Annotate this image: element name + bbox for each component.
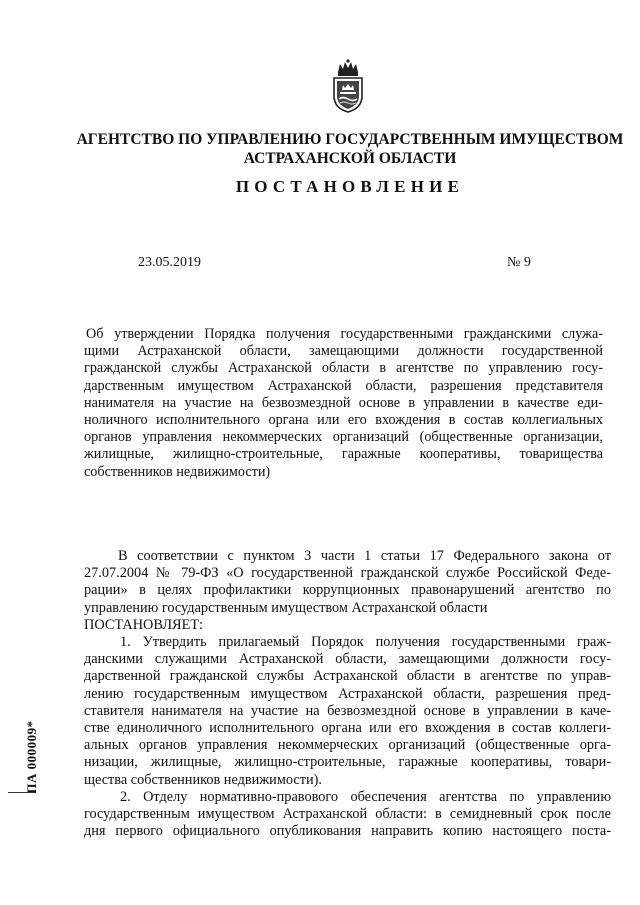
document-subject <box>84 326 603 481</box>
agency-name <box>70 130 630 168</box>
document-type-title: ПОСТАНОВЛЕНИЕ <box>235 177 465 196</box>
subject-line: гражданской службы Астраханской области в агентстве по управлению госу- <box>84 360 603 377</box>
document-date: 23.05.2019 <box>138 255 201 270</box>
body-line: щества собственников недвижимости). <box>84 771 322 788</box>
body-line: 2. Отделу нормативно-правового обеспечения агентства по управлению <box>120 788 611 805</box>
subject-line: дарственным имуществом Астраханской области, разрешения представителя <box>84 377 603 394</box>
document-number: № 9 <box>507 255 531 270</box>
margin-stamp-underline <box>8 792 36 793</box>
body-line: 27.07.2004 № 79-ФЗ «О государственной гражданской службе Российской Феде- <box>84 565 611 582</box>
body-line: ставителя нанимателя на участие на безвозмездной основе в управлении в каче- <box>84 702 611 719</box>
body-line: данскими служащими Астраханской области, замещающими должности госу- <box>84 651 611 668</box>
body-line: дарственной гражданской службы Астраханской области в агентстве по управ- <box>84 668 611 685</box>
resolution-keyword: ПОСТАНОВЛЯЕТ: <box>84 616 204 633</box>
margin-stamp-text: ПА 000009* <box>24 720 39 794</box>
body-line: дня первого официального опубликования направить копию настоящего поста- <box>84 823 611 840</box>
subject-line: жилищные, жилищно-строительные, гаражные кооперативы, товарищества <box>84 446 603 463</box>
margin-registration-stamp <box>16 712 48 802</box>
subject-line: нанимателя на участие на безвозмездной основе в управлении в качестве еди- <box>84 394 603 411</box>
subject-line: Об утверждении Порядка получения государственными гражданскими служа- <box>86 326 603 342</box>
body-line: альных органов управления некоммерческих организаций (общественные орга- <box>84 737 611 754</box>
body-line: рации» в целях профилактики коррупционных правонарушений агентство по <box>84 582 611 599</box>
body-line: управлению государственным имуществом Астраханской области <box>84 599 488 616</box>
subject-line: щими Астраханской области, замещающими должности государственной <box>84 343 603 360</box>
subject-line: органов управления некоммерческих организаций (общественные организации, <box>84 429 603 446</box>
document-body <box>84 548 611 840</box>
subject-line: собственников недвижимости) <box>84 463 271 480</box>
agency-name-line-1: АГЕНТСТВО ПО УПРАВЛЕНИЮ ГОСУДАРСТВЕННЫМ ИМУЩЕСТВОМ <box>76 131 624 148</box>
body-line: низации, жилищные, жилищно-строительные, гаражные кооперативы, товари- <box>84 754 611 771</box>
body-line: стве единоличного исполнительного органа или его вхождения в состав коллеги- <box>84 720 611 737</box>
body-line: государственным имуществом Астраханской области: в семидневный срок после <box>84 806 611 823</box>
body-line: 1. Утвердить прилагаемый Порядок получения государственными граж- <box>120 634 611 651</box>
subject-line: ноличного исполнительного органа или его вхождения в состав коллегиальных <box>84 412 603 429</box>
body-line: В соответствии с пунктом 3 части 1 статьи 17 Федерального закона от <box>118 548 611 564</box>
body-line: лению государственным имуществом Астраханской области, разрешения пред- <box>84 685 611 702</box>
coat-of-arms-emblem <box>328 58 368 114</box>
agency-name-line-2: АСТРАХАНСКОЙ ОБЛАСТИ <box>243 150 457 167</box>
